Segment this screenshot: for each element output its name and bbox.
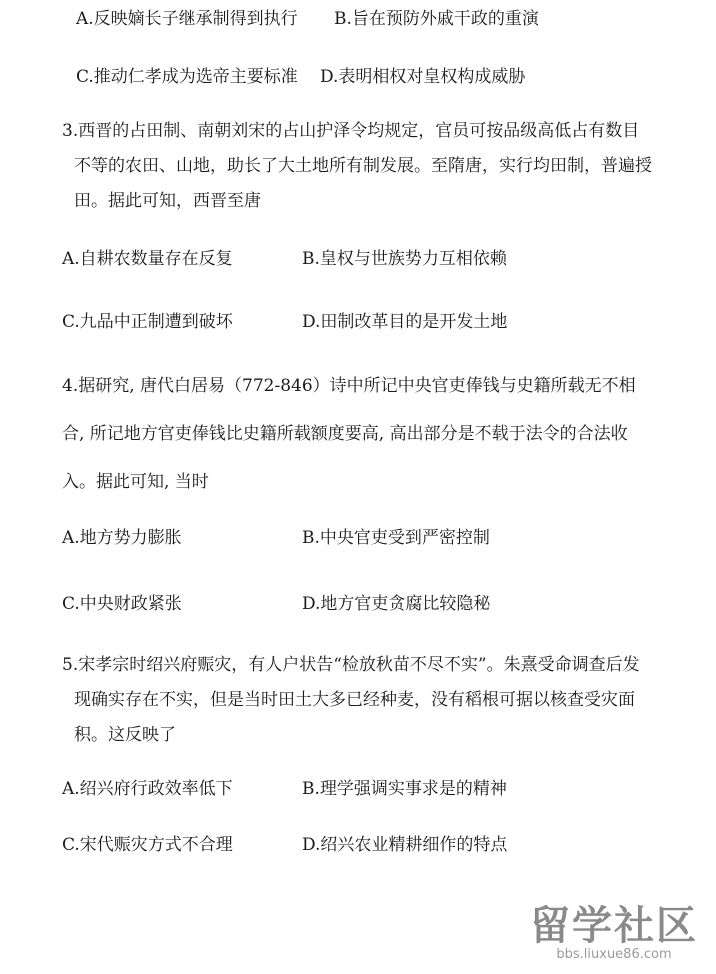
q4-option-d[interactable]: D.地方官吏贪腐比较隐秘 <box>302 594 491 614</box>
q4-stem-line-2: 合, 所记地方官吏俸钱比史籍所载额度要高, 高出部分是不载于法令的合法收 <box>62 424 628 444</box>
q5-stem-line-1: 5.宋孝宗时绍兴府赈灾，有人户状告“检放秋苗不尽不实”。朱熹受命调查后发 <box>62 655 640 675</box>
q3-option-d[interactable]: D.田制改革目的是开发土地 <box>302 312 508 332</box>
q5-option-d[interactable]: D.绍兴农业精耕细作的特点 <box>302 835 508 855</box>
q4-option-a[interactable]: A.地方势力膨胀 <box>62 528 182 548</box>
q2-option-a[interactable]: A.反映嫡长子继承制得到执行 <box>76 9 298 29</box>
q5-option-a[interactable]: A.绍兴府行政效率低下 <box>62 779 233 799</box>
q4-option-c[interactable]: C.中央财政紧张 <box>62 594 182 614</box>
q2-option-d[interactable]: D.表明相权对皇权构成威胁 <box>320 67 526 87</box>
q5-stem-line-3: 积。这反映了 <box>74 725 176 745</box>
q3-stem-line-2: 不等的农田、山地，助长了大土地所有制发展。至隋唐，实行均田制，普遍授 <box>74 156 652 176</box>
q3-stem-line-3: 田。据此可知，西晋至唐 <box>74 191 261 211</box>
q3-option-c[interactable]: C.九品中正制遭到破坏 <box>62 312 233 332</box>
q2-option-c[interactable]: C.推动仁孝成为选帝主要标准 <box>76 67 298 87</box>
watermark-title: 留学社区 <box>530 903 698 949</box>
q3-stem <box>62 114 682 219</box>
q2-option-b[interactable]: B.旨在预防外戚干政的重演 <box>334 9 539 29</box>
q5-stem <box>62 648 682 753</box>
q5-option-c[interactable]: C.宋代赈灾方式不合理 <box>62 835 233 855</box>
q5-stem-line-2: 现确实存在不实，但是当时田土大多已经种麦，没有稻根可据以核查受灾面 <box>74 690 635 710</box>
watermark-url: bbs.liuxue86.com <box>556 947 672 962</box>
q4-stem-line-3: 入。据此可知, 当时 <box>62 472 209 492</box>
site-watermark <box>530 904 698 962</box>
q5-option-b[interactable]: B.理学强调实事求是的精神 <box>302 779 507 799</box>
q3-stem-line-1: 3.西晋的占田制、南朝刘宋的占山护泽令均规定，官员可按品级高低占有数目 <box>62 121 640 141</box>
q4-option-b[interactable]: B.中央官吏受到严密控制 <box>302 528 490 548</box>
q4-stem <box>62 362 682 506</box>
q3-option-b[interactable]: B.皇权与世族势力互相依赖 <box>302 249 507 269</box>
q3-option-a[interactable]: A.自耕农数量存在反复 <box>62 249 233 269</box>
q4-stem-line-1: 4.据研究, 唐代白居易（772-846）诗中所记中央官吏俸钱与史籍所载无不相 <box>62 376 636 396</box>
